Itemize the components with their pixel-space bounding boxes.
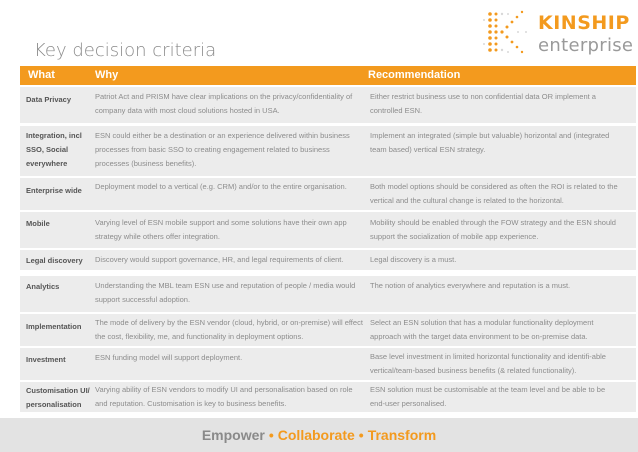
page-title: Key decision criteria (34, 40, 217, 61)
tagline-transform: Transform (367, 427, 437, 443)
table-row (20, 126, 636, 176)
row-what: Integration, incl SSO, Social everywhere (26, 131, 82, 168)
tagline-collaborate: Collaborate (277, 427, 355, 443)
row-why: Varying ability of ESN vendors to modify UI and personalisation based on role and reputation. Customisation is key to business benefits. (95, 385, 353, 408)
row-recommendation: The notion of analytics everywhere and reputation is a must. (370, 281, 571, 290)
table-header (20, 66, 636, 85)
header-what: What (28, 69, 55, 81)
row-what: Analytics (26, 282, 60, 291)
k-dot-grid-logo-icon (482, 8, 532, 58)
row-why: ESN could either be a destination or an experience delivered within business processes from basic SSO to creating engagement related to business processes (business benefits). (95, 131, 350, 168)
tagline-empower: Empower (201, 427, 265, 443)
table-row (20, 87, 636, 123)
table-row (20, 250, 636, 270)
table-row (20, 276, 636, 312)
row-recommendation: Base level investment in limited horizontal functionality and identifi-able vertical/team-based business benefits (& related functionality). (370, 352, 606, 375)
row-recommendation: Legal discovery is a must. (370, 255, 457, 264)
table-row (20, 212, 636, 248)
row-why: Varying level of ESN mobile support and some solutions have their own app strategy while others offer integration. (95, 218, 347, 241)
row-what: Enterprise wide (26, 186, 82, 195)
row-recommendation: Either restrict business use to non confidential data OR implement a controlled ESN. (370, 92, 596, 115)
tagline-separator: • (268, 427, 274, 443)
row-recommendation: Implement an integrated (simple but valuable) horizontal and (integrated team based) vertical ESN strategy. (370, 131, 610, 154)
table-row (20, 178, 636, 210)
table-row (20, 348, 636, 380)
row-recommendation: ESN solution must be customisable at the team level and be able to be end-user personalised. (370, 385, 606, 408)
header-why: Why (95, 69, 119, 81)
row-why: Deployment model to a vertical (e.g. CRM) and/or to the entire organisation. (95, 182, 347, 191)
row-what: Legal discovery (26, 256, 83, 265)
row-what: Customisation UI/ personalisation (26, 386, 90, 409)
row-why: ESN funding model will support deployment. (95, 353, 243, 362)
kinship-logo (482, 8, 634, 64)
row-recommendation: Select an ESN solution that has a modular functionality deployment approach with the target data environment to be on-premise data. (370, 318, 594, 341)
row-recommendation: Both model options should be considered as often the ROI is related to the vertical and the cultural change is related to the horizontal. (370, 182, 618, 205)
logo-wordmark: KINSHIP (538, 12, 630, 34)
row-why: Patriot Act and PRISM have clear implications on the privacy/confidentiality of company data with most cloud solutions hosted in USA. (95, 92, 353, 115)
footer-tagline (0, 418, 638, 452)
tagline-separator: • (358, 427, 364, 443)
logo-subtitle: enterprise (538, 35, 634, 56)
row-what: Mobile (26, 219, 50, 228)
table-row (20, 314, 636, 346)
row-recommendation: Mobility should be enabled through the FOW strategy and the ESN should support the socialization of mobile app experience. (370, 218, 616, 241)
row-why: Understanding the MBL team ESN use and reputation of people / media would support successful adoption. (95, 281, 356, 304)
row-what: Data Privacy (26, 95, 72, 104)
row-why: The mode of delivery by the ESN vendor (cloud, hybrid, or on-premise) will effect the cost, flexibility, me, and functionality in deployment options. (95, 318, 363, 341)
row-what: Implementation (26, 322, 82, 331)
row-what: Investment (26, 355, 66, 364)
row-why: Discovery would support governance, HR, and legal requirements of client. (95, 255, 344, 264)
table-row (20, 382, 636, 412)
header-recommendation: Recommendation (368, 69, 461, 81)
